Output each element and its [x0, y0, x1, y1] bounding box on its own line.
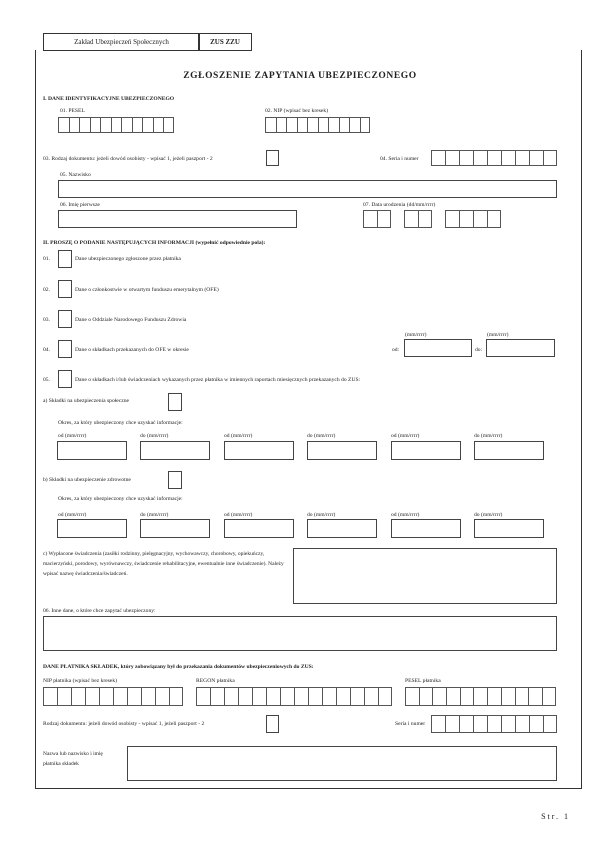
payer-doc-type-input[interactable] [266, 715, 279, 733]
q05b-period-label: Okres, za który ubezpieczony chce uzyskać informacje: [58, 496, 183, 502]
payer-nip-label: NIP płatnika (wpisać bez kresek) [43, 678, 118, 684]
doc-series-input[interactable] [431, 150, 557, 166]
q04-number: 04. [43, 347, 50, 353]
q04-label: Dane o składkach przekazanych do OFE w okresie [75, 347, 189, 353]
birth-date-label: 07. Data urodzenia (dd/mm/rrrr) [363, 202, 436, 208]
q05-number: 05. [43, 377, 50, 383]
payer-name-label: Nazwa lub nazwisko i imię płatnika składek [43, 751, 103, 767]
form-code: ZUS ZZU [198, 33, 252, 51]
q03-label: Dane o Oddziale Narodowego Funduszu Zdrowia [75, 317, 187, 323]
birth-day-input[interactable] [363, 210, 391, 226]
q05b-p1-to-input[interactable] [140, 519, 210, 538]
birth-year-input[interactable] [445, 210, 501, 226]
q05a-p2-from-input[interactable] [224, 441, 294, 460]
nip-label: 02. NIP (wpisać bez kresek) [265, 108, 329, 114]
page-number: Str. 1 [541, 812, 570, 821]
form-title: ZGŁOSZENIE ZAPYTANIA UBEZPIECZONEGO [183, 71, 417, 81]
q01-label: Dane ubezpieczonego zgłoszone przez płatnika [75, 256, 181, 262]
q05b-p2-from-label: od (mm/rrrr) [224, 512, 253, 518]
payer-pesel-input[interactable] [405, 687, 556, 703]
first-name-input[interactable] [58, 210, 297, 228]
q05a-p1-from-label: od (mm/rrrr) [58, 433, 87, 439]
q06-input[interactable] [43, 616, 557, 651]
q05a-period-label: Okres, za który ubezpieczony chce uzyskać informacje: [58, 420, 183, 426]
section-2-heading: II. PROSZĘ O PODANIE NASTĘPUJĄCYCH INFORMACJI (wypełnić odpowiednie pola): [43, 240, 266, 246]
q05a-p1-to-label: do (mm/rrrr) [140, 433, 169, 439]
payer-regon-label: REGON płatnika [196, 678, 235, 684]
q05a-p3-to-input[interactable] [474, 441, 544, 460]
first-name-label: 06. Imię pierwsze [60, 202, 100, 208]
q04-to-hint: (mm/rrrr) [487, 332, 509, 338]
payer-name-input[interactable] [127, 746, 557, 781]
q05a-p2-from-label: od (mm/rrrr) [224, 433, 253, 439]
section-1-heading: I. DANE IDENTYFIKACYJNE UBEZPIECZONEGO [43, 96, 175, 102]
q05-label: Dane o składkach i/lub świadczeniach wykazanych przez płatnika w imiennych raportach miesięcznych przekazanych do ZUS: [75, 377, 361, 383]
q05a-p1-from-input[interactable] [57, 441, 127, 460]
q05b-p2-from-input[interactable] [224, 519, 294, 538]
payer-doc-series-input[interactable] [431, 715, 557, 731]
q04-to-input[interactable] [486, 339, 555, 357]
section-3-heading: DANE PŁATNIKA SKŁADEK, który zobowiązany był do przekazania dokumentów ubezpieczeniowych do ZUS: [43, 664, 314, 670]
q05b-label: b) Składki na ubezpieczenie zdrowotne [43, 477, 131, 483]
q05a-p3-from-label: od (mm/rrrr) [391, 433, 420, 439]
q04-to-label: do: [475, 347, 483, 353]
q05c-label: c) Wypłacone świadczenia (zasiłki rodzinny, pielęgnacyjny, wychowawczy, chorobowy, opiekuńczy, macierzyński, porodowy, wyrównawczy, świadczenie rehabilitacyjne, ewentualnie inne świadczenie). Należy wpisać nazwę świadczenia/świadczeń. [43, 551, 284, 577]
payer-nip-input[interactable] [43, 687, 183, 703]
q01-number: 01. [43, 256, 50, 262]
q05b-p3-from-label: od (mm/rrrr) [391, 512, 420, 518]
surname-label: 05. Nazwisko [60, 172, 91, 178]
payer-doc-type-label: Rodzaj dokumentu: jeżeli dowód osobisty - wpisać 1, jeżeli paszport - 2 [43, 721, 205, 727]
q02-label: Dane o członkostwie w otwartym funduszu emerytalnym (OFE) [75, 287, 219, 293]
q05a-p2-to-input[interactable] [307, 441, 377, 460]
birth-month-input[interactable] [404, 210, 432, 226]
q01-checkbox[interactable] [58, 250, 72, 268]
q05b-p1-from-input[interactable] [57, 519, 127, 538]
nip-input[interactable] [265, 117, 370, 133]
q04-checkbox[interactable] [58, 340, 72, 358]
q05c-input[interactable] [293, 548, 557, 604]
q05b-p3-to-input[interactable] [474, 519, 544, 538]
q06-label: 06. Inne dane, o które chce zapytać ubezpieczony: [43, 608, 156, 614]
payer-doc-series-label: Seria i numer [395, 721, 426, 727]
q05a-label: a) Składki na ubezpieczenia społeczne [43, 398, 130, 404]
q05b-p2-to-input[interactable] [307, 519, 377, 538]
q02-checkbox[interactable] [58, 280, 72, 298]
q05a-checkbox[interactable] [168, 393, 182, 411]
q03-checkbox[interactable] [58, 310, 72, 328]
q05b-p1-to-label: do (mm/rrrr) [140, 512, 169, 518]
q04-from-hint: (mm/rrrr) [405, 332, 427, 338]
q05a-p1-to-input[interactable] [140, 441, 210, 460]
org-name: Zakład Ubezpieczeń Społecznych [43, 33, 200, 51]
q05b-p1-from-label: od (mm/rrrr) [58, 512, 87, 518]
q05b-checkbox[interactable] [168, 471, 182, 489]
q05a-p3-to-label: do (mm/rrrr) [474, 433, 503, 439]
q05b-p2-to-label: do (mm/rrrr) [307, 512, 336, 518]
q03-number: 03. [43, 317, 50, 323]
q05a-p2-to-label: do (mm/rrrr) [307, 433, 336, 439]
q05b-p3-to-label: do (mm/rrrr) [474, 512, 503, 518]
pesel-input[interactable] [58, 117, 174, 133]
doc-series-label: 04. Seria i numer [380, 156, 419, 162]
payer-pesel-label: PESEL płatnika [405, 678, 441, 684]
payer-regon-input[interactable] [196, 687, 392, 703]
q05b-p3-from-input[interactable] [391, 519, 461, 538]
q04-from-label: od: [392, 347, 400, 353]
q02-number: 02. [43, 287, 50, 293]
doc-type-input[interactable] [266, 150, 279, 166]
doc-type-label: 03. Rodzaj dokumentu: jeżeli dowód osobisty - wpisać 1, jeżeli paszport - 2 [43, 156, 213, 162]
pesel-label: 01. PESEL [60, 108, 85, 114]
q05a-p3-from-input[interactable] [391, 441, 461, 460]
q04-from-input[interactable] [404, 339, 472, 357]
q05-checkbox[interactable] [58, 370, 72, 388]
surname-input[interactable] [58, 180, 557, 198]
